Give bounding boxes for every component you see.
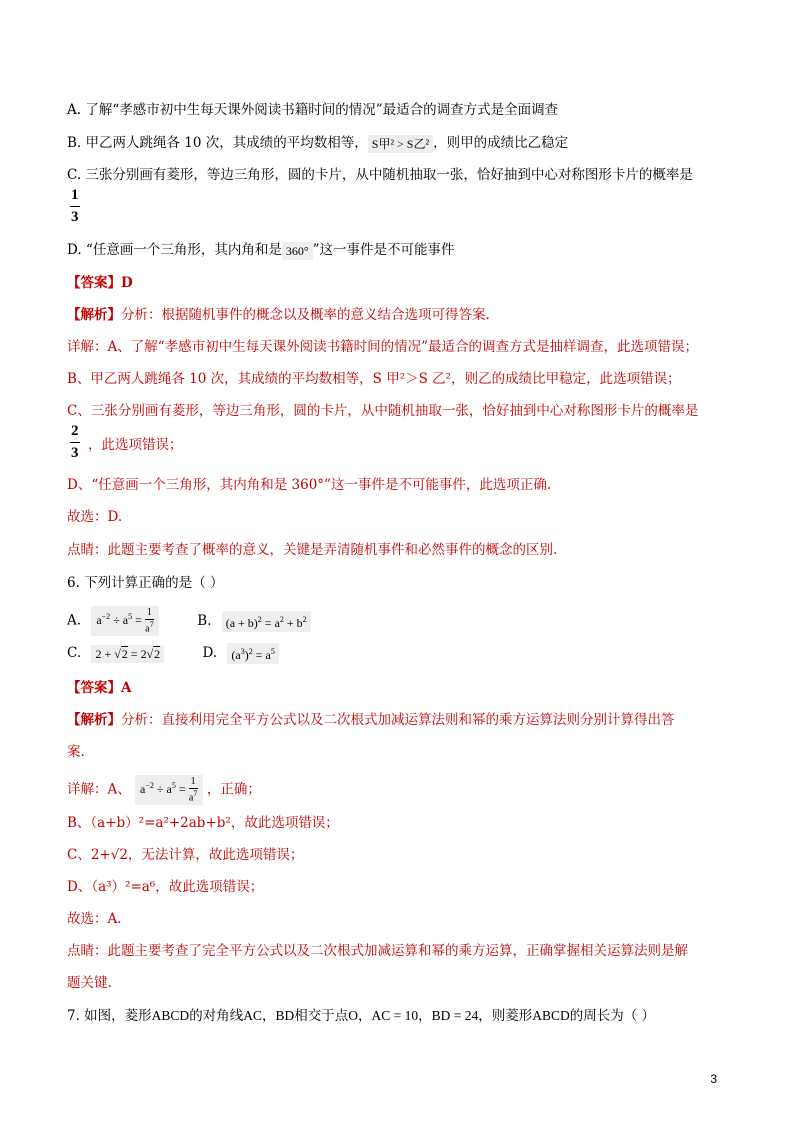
- q6-detail-a: 详解：A、 $a^{-2} \div a^5$ = $\frac{1}{a^7}$ ，正确；: [67, 776, 261, 804]
- q5-option-b: B. 甲乙两人跳绳各 10 次，其成绩的平均数相等， S甲² > S乙² ，则甲的成绩比乙稳定: [67, 135, 569, 151]
- q5-detail-c-fraction: $\frac{2}{3}$: [71, 423, 79, 461]
- q6-comment-1: 点睛：此题主要考查了完全平方公式以及二次根式加减运算和幂的乘方运算，正确掌握相关运算法则是解: [67, 943, 688, 959]
- q6-option-a-math: $a^{-2} \div a^5$ = $\frac{1}{a^7}$: [91, 606, 159, 636]
- q5-option-c-fraction: $\frac{1}{3}$: [71, 187, 79, 225]
- q6-answer: 【答案】A: [67, 680, 132, 696]
- q5-option-a: A. 了解“孝感市初中生每天课外阅读书籍时间的情况”最适合的调查方式是全面调查: [67, 102, 559, 118]
- q6-option-b-math: $(a + b)^2 = a^2 + b^2$: [222, 611, 311, 632]
- q6-comment-2: 题关键.: [67, 975, 112, 991]
- q5-option-d: D. “任意画一个三角形，其内角和是 360° ”这一事件是不可能事件: [67, 242, 455, 258]
- q5-analysis: 【解析】分析：根据随机事件的概念以及概率的意义结合选项可得答案.: [67, 307, 490, 323]
- q6-analysis-1: 【解析】分析：直接利用完全平方公式以及二次根式加减运算法则和幂的乘方运算法则分别计算得出答: [67, 712, 675, 728]
- q5-detail-d: D、“任意画一个三角形，其内角和是 360°”这一事件是不可能事件，此选项正确.: [67, 477, 552, 493]
- q5-detail-b: B、甲乙两人跳绳各 10 次，其成绩的平均数相等，S 甲²＞S 乙²，则乙的成绩比甲稳定，此选项错误；: [67, 371, 681, 387]
- q5-choose: 故选：D.: [67, 509, 123, 525]
- q6-detail-a-math: $a^{-2} \div a^5$ = $\frac{1}{a^7}$: [135, 775, 203, 805]
- q5-detail-c: C、三张分别画有菱形，等边三角形，圆的卡片，从中随机抽取一张，恰好抽到中心对称图形卡片的概率是: [67, 403, 699, 419]
- q5-option-b-math: S甲² > S乙²: [368, 135, 433, 153]
- q5-answer: 【答案】D: [67, 275, 133, 291]
- q6-options-cd: C. 2 + √2 = 2√2 D. $(a^3)^2 = a^5$: [67, 643, 734, 664]
- q6-options-ab: A. $a^{-2} \div a^5$ = $\frac{1}{a^7}$ B. $(a + b)^2 = a^2 + b^2$: [67, 606, 734, 636]
- q6-choose: 故选：A.: [67, 911, 122, 927]
- q6-option-c-math: 2 + √2 = 2√2: [91, 645, 164, 663]
- q5-detail-c-post: ，此选项错误；: [88, 437, 183, 453]
- q6-detail-d: D、（a³）²=a⁶，故此选项错误；: [67, 879, 264, 895]
- q5-option-d-math: 360°: [282, 242, 313, 260]
- q5-option-c: C. 三张分别画有菱形，等边三角形，圆的卡片，从中随机抽取一张，恰好抽到中心对称图形卡片的概率是: [67, 167, 693, 183]
- q5-detail-a: 详解：A、了解“孝感市初中生每天课外阅读书籍时间的情况”最适合的调查方式是抽样调查，此选项错误；: [67, 339, 699, 355]
- q6-detail-c: C、2+√2，无法计算，故此选项错误；: [67, 847, 304, 863]
- q5-comment: 点睛：此题主要考查了概率的意义，关键是弄清随机事件和必然事件的概念的区别.: [67, 542, 558, 558]
- q7-text: 7. 如图，菱形ABCD的对角线AC，BD相交于点O，AC = 10，BD = 24，则菱形ABCD的周长为（ ）: [67, 1008, 656, 1024]
- q6-option-d-math: $(a^3)^2 = a^5$: [227, 643, 278, 664]
- q6-title: 6. 下列计算正确的是（ ）: [67, 575, 224, 591]
- q6-analysis-2: 案.: [67, 744, 85, 760]
- q6-detail-b: B、（a+b）²=a²+2ab+b²，故此选项错误；: [67, 815, 339, 831]
- page-number: 3: [710, 1072, 717, 1086]
